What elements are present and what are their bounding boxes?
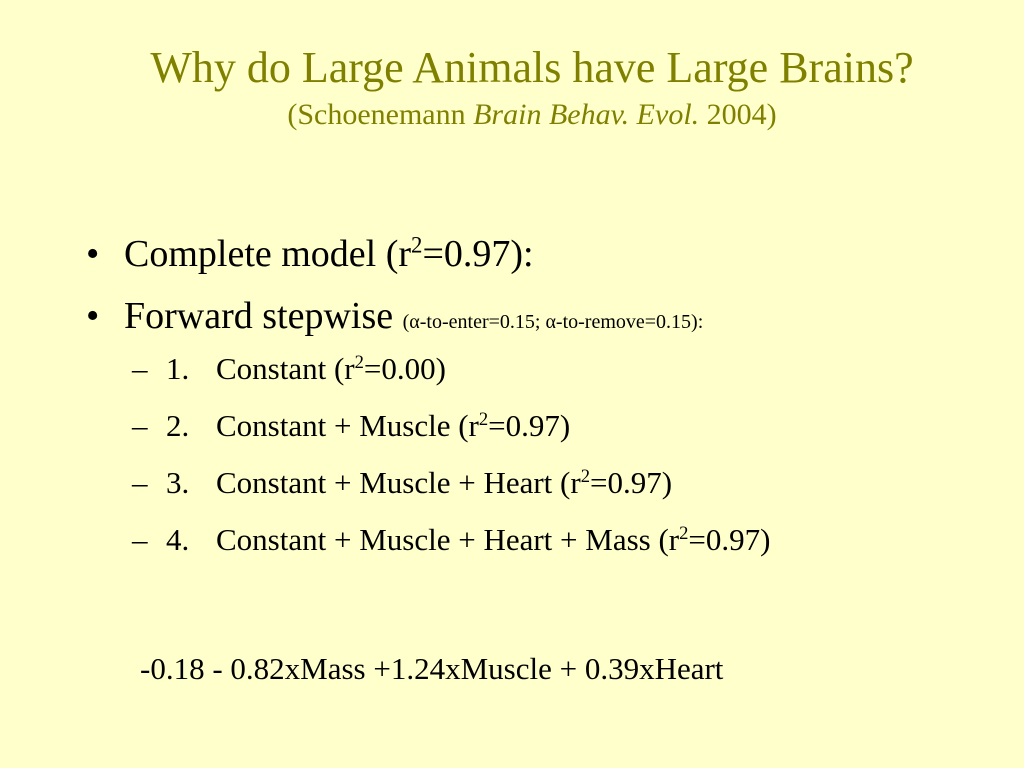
step-text: [216, 407, 570, 445]
step-text-pre: Constant (r: [216, 351, 355, 386]
step-text-pre: Constant + Muscle + Heart (r: [216, 465, 581, 500]
superscript: 2: [411, 232, 423, 258]
citation-year: 2004): [699, 98, 777, 131]
step-number: 4.: [166, 522, 190, 557]
citation-author: (Schoenemann: [287, 98, 474, 131]
bullet-forward-stepwise: [86, 294, 1006, 356]
step-text: [216, 350, 446, 388]
step-item: [132, 521, 1006, 578]
step-text-post: =0.97): [488, 408, 571, 443]
step-text-pre: Constant + Muscle (r: [216, 408, 479, 443]
superscript: 2: [478, 408, 489, 430]
bullet-text-post: =0.97):: [422, 233, 534, 275]
step-text-post: =0.97): [590, 465, 673, 500]
title-block: [0, 42, 1024, 134]
step-number: 1.: [166, 351, 190, 386]
step-item: [132, 350, 1006, 407]
bullet-marker: •: [86, 233, 100, 275]
bullet-list: [86, 232, 1006, 578]
step-text-pre: Constant + Muscle + Heart + Mass (r: [216, 522, 680, 557]
step-text: [216, 464, 672, 502]
step-item: [132, 464, 1006, 521]
step-item: [132, 407, 1006, 464]
superscript: 2: [580, 465, 590, 487]
bullet-text-main: Forward stepwise: [124, 295, 403, 337]
step-text: [216, 521, 770, 559]
step-dash: –: [132, 351, 148, 386]
bullet-text: [124, 294, 703, 344]
bullet-text-pre: Complete model (r: [124, 233, 412, 275]
step-number: 3.: [166, 465, 190, 500]
step-dash: –: [132, 408, 148, 443]
stepwise-steps: [86, 350, 1006, 578]
step-dash: –: [132, 522, 148, 557]
bullet-complete-model: [86, 232, 1006, 294]
citation-journal: Brain Behav. Evol.: [473, 98, 700, 131]
slide-title: Why do Large Animals have Large Brains?: [150, 43, 914, 92]
slide-citation: [0, 96, 1024, 134]
superscript: 2: [354, 351, 364, 373]
step-text-post: =0.97): [688, 522, 771, 557]
bullet-marker: •: [86, 295, 100, 337]
regression-equation: -0.18 - 0.82xMass +1.24xMuscle + 0.39xHeart: [140, 651, 724, 686]
stepwise-parameters: (α-to-enter=0.15; α-to-remove=0.15):: [402, 311, 704, 333]
step-dash: –: [132, 465, 148, 500]
superscript: 2: [679, 522, 689, 544]
step-number: 2.: [166, 408, 190, 443]
step-text-post: =0.00): [363, 351, 446, 386]
bullet-text: [124, 232, 534, 276]
